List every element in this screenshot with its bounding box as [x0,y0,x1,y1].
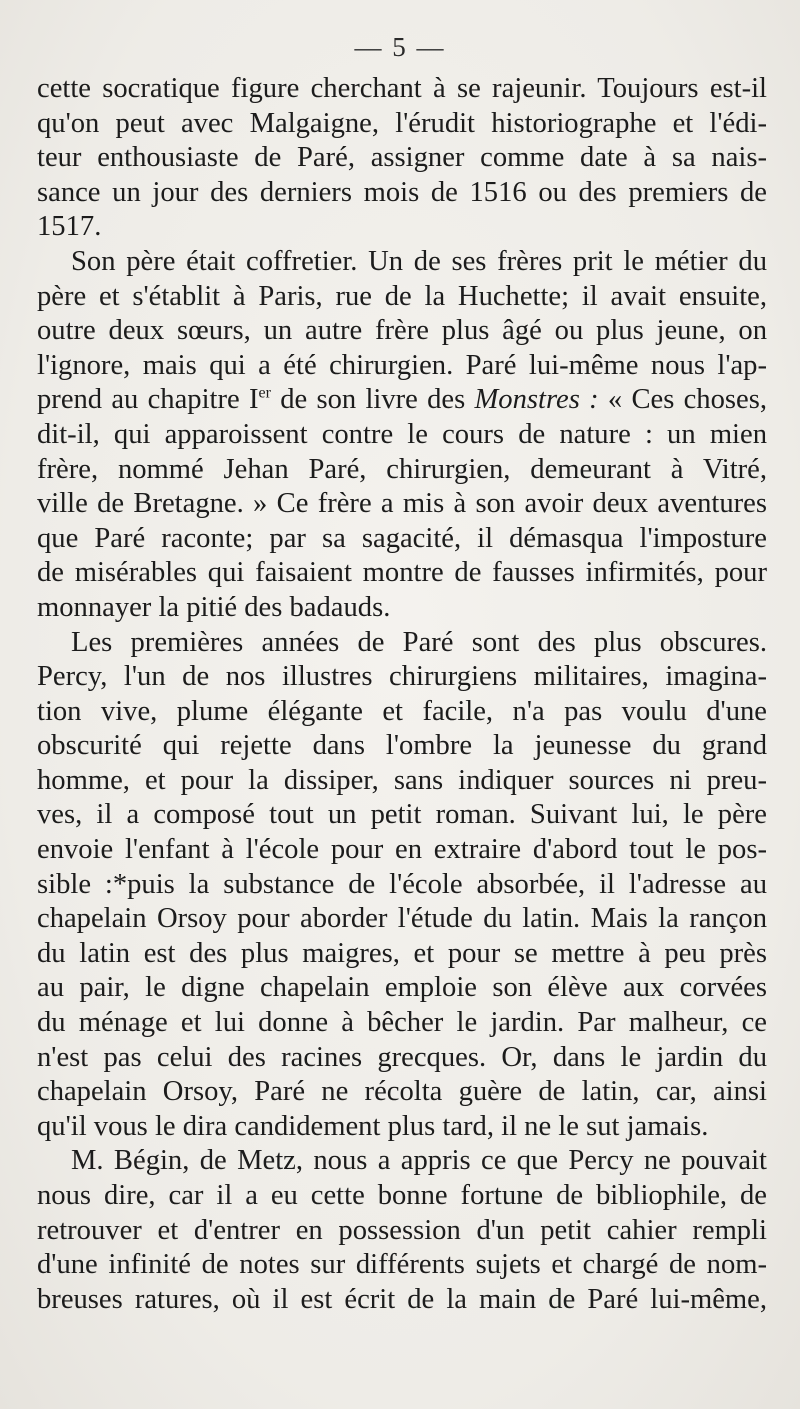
text-line: tion vive, plume élégante et facile, n'a pas voulu d'une [37,695,767,727]
book-title: Monstres : [474,384,599,416]
text-line: Percy, l'un de nos illustres chirurgiens militaires, imagina- [37,661,767,693]
text-line: retrouver et d'entrer en possession d'un petit cahier rempli [37,1214,767,1246]
text-line: nous dire, car il a eu cette bonne fortune de bibliophile, de [37,1180,767,1211]
text-line: qu'on peut avec Malgaigne, l'érudit historiographe et l'édi- [37,107,767,139]
line-text: « Ces choses, [598,384,768,416]
text-line: qu'il vous le dira candidement plus tard, il ne le sut jamais. [37,1110,709,1142]
text-line: ville de Bretagne. » Ce frère a mis à son avoir deux aventures [37,488,767,520]
superscript: er [258,384,271,402]
paragraph-start-line: Son père était coffretier. Un de ses frères prit le métier du [71,245,767,277]
line-text: prend au chapitre I [37,384,259,416]
text-line: 1517. [37,211,102,243]
text-line: du latin est des plus maigres, et pour se mettre à peu près [37,937,767,969]
body-text [37,72,767,1317]
line-text: de son livre des [270,384,475,416]
text-line: que Paré raconte; par sa sagacité, il démasqua l'imposture [37,522,767,554]
text-line-with-title [37,383,767,418]
text-line: père et s'établit à Paris, rue de la Huchette; il avait ensuite, [37,280,767,312]
paragraph-start-line: Les premières années de Paré sont des plus obscures. [71,626,767,658]
text-line: teur enthousiaste de Paré, assigner comme date à sa nais- [37,142,767,174]
text-line: d'une infinité de notes sur différents sujets et chargé de nom- [37,1249,767,1281]
text-line: sance un jour des derniers mois de 1516 ou des premiers de [37,176,767,208]
page-number: — 5 — [354,32,446,62]
text-line: l'ignore, mais qui a été chirurgien. Paré lui-même nous l'ap- [37,349,767,381]
text-line: sible :*puis la substance de l'école absorbée, il l'adresse au [37,868,767,900]
text-line: chapelain Orsoy, Paré ne récolta guère de latin, car, ainsi [37,1076,767,1108]
text-line: breuses ratures, où il est écrit de la main de Paré lui-même, [37,1283,767,1315]
text-line: outre deux sœurs, un autre frère plus âgé ou plus jeune, on [37,315,767,347]
text-line: chapelain Orsoy pour aborder l'étude du latin. Mais la rançon [37,903,767,935]
text-line: monnayer la pitié des badauds. [37,591,391,623]
text-line: envoie l'enfant à l'école pour en extraire d'abord tout le pos- [37,834,767,866]
text-line: du ménage et lui donne à bêcher le jardin. Par malheur, ce [37,1007,767,1039]
paragraph-start-line: M. Bégin, de Metz, nous a appris ce que Percy ne pouvait [71,1145,767,1177]
text-line: ves, il a composé tout un petit roman. Suivant lui, le père [37,799,767,831]
text-line: au pair, le digne chapelain emploie son élève aux corvées [37,972,767,1004]
text-line: de misérables qui faisaient montre de fausses infirmités, pour [37,557,767,589]
text-line: cette socratique figure cherchant à se rajeunir. Toujours est-il [37,73,767,104]
text-line: dit-il, qui apparoissent contre le cours de nature : un mien [37,418,767,450]
text-line: homme, et pour la dissiper, sans indiquer sources ni preu- [37,764,767,796]
text-line: frère, nommé Jehan Paré, chirurgien, demeurant à Vitré, [37,453,767,485]
text-line: obscurité qui rejette dans l'ombre la jeunesse du grand [37,730,767,762]
text-line: n'est pas celui des racines grecques. Or, dans le jardin du [37,1041,767,1073]
